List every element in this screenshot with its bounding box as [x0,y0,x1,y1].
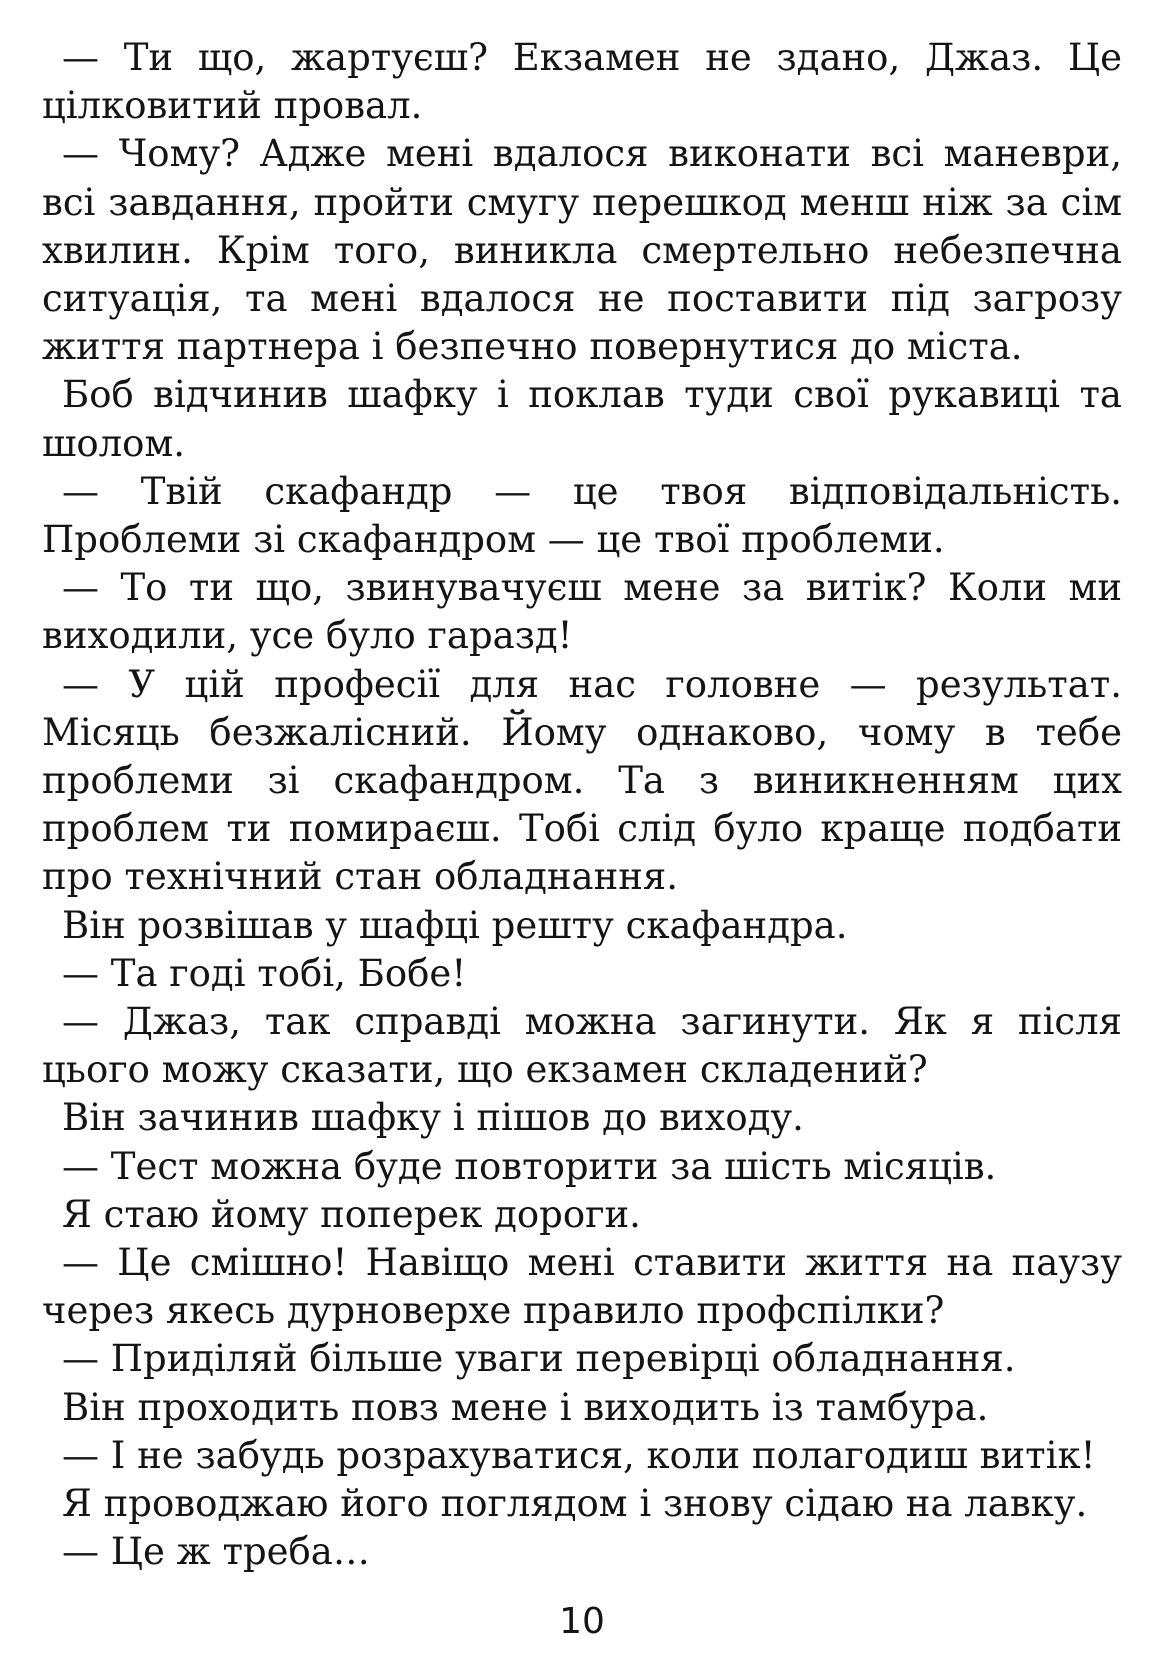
paragraph-15: Він проходить повз мене і виходить із тамбура. [62,1385,989,1429]
paragraph-9: — Джаз, так справді можна загинути. Як я після цього можу сказати, що екзамен складений? [42,1000,1122,1092]
paragraph-10: Він зачинив шафку і пішов до виходу. [62,1096,804,1140]
paragraph-8: — Та годі тобі, Бобе! [62,951,467,995]
paragraph-1: — Ти що, жартуєш? Екзамен не здано, Джаз. Це цілковитий провал. [42,36,1122,128]
paragraph-6: — У цій професії для нас головне — результат. Місяць безжалісний. Йому однаково, чому в тебе проблеми зі скафандром. Та з виникненням цих проблем ти помираєш. Тобі слід було краще подбати про технічний стан обладнання. [42,662,1122,899]
paragraph-18: — Це ж треба… [62,1530,370,1574]
paragraph-17: Я проводжаю його поглядом і знову сідаю на лавку. [62,1482,1088,1526]
paragraph-5: — То ти що, звинувачуєш мене за витік? Коли ми виходили, усе було гаразд! [42,566,1122,658]
page-body [42,34,1122,1594]
paragraph-14: — Приділяй більше уваги перевірці обладнання. [62,1337,1016,1381]
paragraph-3: Боб відчинив шафку і поклав туди свої рукавиці та шолом. [42,373,1122,465]
page-number: 10 [559,1601,605,1642]
paragraph-16: — І не забудь розрахуватися, коли полагодиш витік! [62,1433,1096,1477]
paragraph-7: Він розвішав у шафці решту скафандра. [62,903,848,947]
paragraph-11: — Тест можна буде повторити за шість місяців. [62,1144,997,1188]
paragraph-12: Я стаю йому поперек дороги. [62,1192,641,1236]
paragraph-13: — Це смішно! Навіщо мені ставити життя на паузу через якесь дурноверхе правило профспілки? [42,1241,1122,1333]
paragraph-2: — Чому? Адже мені вдалося виконати всі маневри, всі завдання, пройти смугу перешкод менш ніж за сім хвилин. Крім того, виникла смертельно небезпечна ситуація, та мені вдалося не поставити під загрозу життя партнера і безпечно повернутися до міста. [42,132,1122,369]
paragraph-4: — Твій скафандр — це твоя відповідальність. Проблеми зі скафандром — це твої проблеми. [42,469,1122,562]
